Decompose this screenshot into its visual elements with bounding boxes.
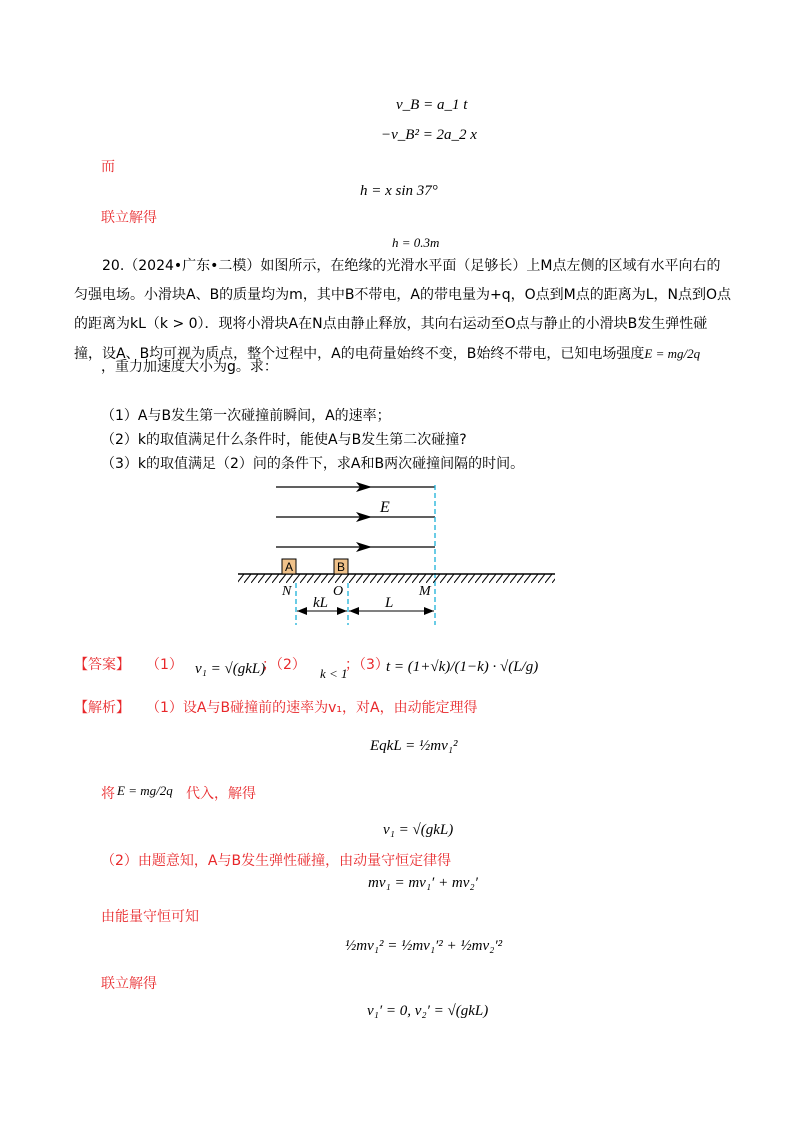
solution-eq-5: v₁′ = 0, v₂′ = √(gkL) (367, 1003, 489, 1019)
field-diagram (230, 475, 570, 645)
solution-step-2b: 代入，解得 (186, 786, 256, 802)
solution-eq-3: mv₁ = mv₁′ + mv₂′ (368, 875, 478, 891)
point-n-label: N (282, 584, 292, 599)
answer-prefix-2: ；（2） (262, 657, 306, 673)
svg-text:A: A (284, 560, 294, 574)
solution-eq-4: ½mv₁² = ½mv₁′² + ½mv₂′² (345, 938, 503, 954)
problem-number: 20. (102, 258, 125, 274)
answer-3: t = (1+√k)/(1−k) · √(L/g) (386, 659, 539, 675)
answer-2: k < 1 (320, 666, 348, 681)
question-1: （1）A与B发生第一次碰撞前瞬间，A的速率； (101, 408, 391, 424)
dimension-kl-label: kL (313, 595, 328, 611)
solution-eq-2: v₁ = √(gkL) (383, 822, 454, 838)
equation-h-result: h = 0.3m (392, 235, 440, 250)
solution-step-2a: 将 (101, 786, 115, 802)
point-m-label: M (419, 584, 431, 599)
solution-step-4: 由能量守恒可知 (101, 909, 199, 925)
answer-1: v₁ = √(gkL) (195, 661, 266, 677)
solution-step-3: （2）由题意知，A与B发生弹性碰撞，由动量守恒定律得 (101, 853, 452, 869)
field-line-2 (276, 512, 435, 522)
question-2: （2）k的取值满足什么条件时，能使A与B发生第二次碰撞? (101, 432, 467, 448)
point-o-label: O (333, 584, 344, 599)
dimension-l-label: L (385, 595, 394, 611)
e-formula: E = mg/2q (644, 346, 701, 361)
e-substitution: E = mg/2q (117, 783, 173, 798)
answer-prefix-3: ；（3） (345, 657, 389, 673)
answer-label: 【答案】 (74, 657, 130, 673)
problem-text-a: 如图所示，在绝缘的光滑水平面（足够长）上M点左侧的区域有水平向右的匀强电场。小滑块A、B的质量均为m，其中B不带电，A的带电量为+q，O点到M点的距离为L，N点到O点的距离为kL（k > 0）．现将小滑块A在N点由静止释放，其向右运动至O点与静止的小滑块B发生弹性碰撞，设A、B均可视为质点，整个过程中，A的电荷量始终不变，B始终不带电，已知电场强度 (74, 258, 732, 362)
equation-h: h = x sin 37° (360, 183, 438, 199)
block-b (334, 559, 348, 574)
equation-vb-squared: −v_B² = 2a_2 x (381, 127, 477, 143)
label-er: 而 (101, 159, 115, 175)
label-lianli-1: 联立解得 (101, 210, 157, 226)
block-a (282, 559, 296, 574)
svg-text:B: B (336, 560, 346, 574)
field-label: E (380, 499, 390, 516)
problem-text-b: ，重力加速度大小为g。求： (101, 359, 278, 375)
problem-statement (74, 252, 734, 369)
solution-step-1: （1）设A与B碰撞前的速率为v₁，对A，由动能定理得 (146, 700, 478, 716)
ground-hatching (238, 574, 555, 583)
solution-label: 【解析】 (74, 700, 130, 716)
solution-eq-1: EqkL = ½mv₁² (370, 738, 458, 754)
question-3: （3）k的取值满足（2）问的条件下，求A和B两次碰撞间隔的时间。 (101, 456, 525, 472)
problem-source: （2024•广东•二模） (124, 258, 261, 274)
field-line-1 (276, 482, 435, 492)
solution-step-5: 联立解得 (101, 976, 157, 992)
answer-prefix-1: （1） (146, 657, 183, 673)
field-line-3 (276, 542, 435, 552)
equation-vb: v_B = a_1 t (396, 97, 468, 113)
